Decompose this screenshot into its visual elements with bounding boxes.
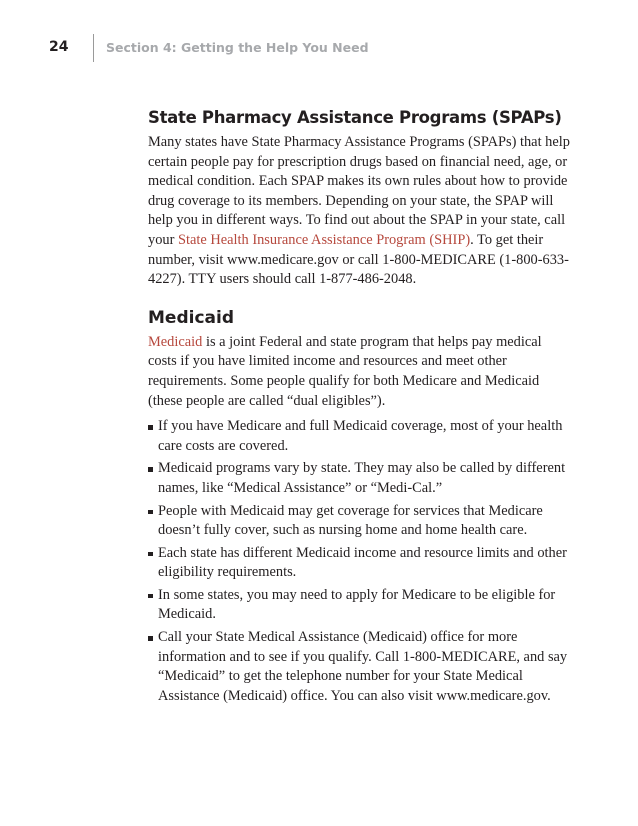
ship-link[interactable]: State Health Insurance Assistance Program (SHIP) [177,231,471,248]
medicaid-link[interactable]: Medicaid [148,333,203,350]
spap-heading: State Pharmacy Assistance Programs (SPAPs) [148,108,562,127]
list-item-text: Medicaid programs vary by state. They may also be called by different names, like “Medical Assistance” or “Medi-Cal.” [158,460,566,496]
page-number: 24 [49,39,69,55]
bullet-icon [148,425,153,430]
bullet-icon [148,594,153,599]
medicaid-intro [148,333,573,411]
list-item-text: People with Medicaid may get coverage for services that Medicare doesn’t fully cover, such as nursing home and home health care. [158,502,543,539]
list-item [148,628,573,706]
page-header [0,34,638,64]
list-item-text: Each state has different Medicaid income and resource limits and other eligibility requirements. [158,544,567,581]
list-item-text: In some states, you may need to apply for Medicare to be eligible for Medicaid. [158,586,556,623]
medicaid-heading: Medicaid [148,307,234,328]
bullet-icon [148,636,153,641]
spap-text-after-link: . To get their number, visit www.medicare.gov or call 1-800-MEDICARE (1-800-633-4227). TTY users should call 1-877-486-2048. [148,231,569,288]
spap-section [148,106,573,290]
bullet-icon [148,467,153,472]
list-item [148,502,573,541]
list-item [148,417,573,456]
bullet-icon [148,552,153,557]
medicaid-bullet-list [148,417,573,706]
medicaid-section [148,306,573,707]
list-item-text: If you have Medicare and full Medicaid coverage, most of your health care costs are covered. [158,418,563,454]
spap-paragraph [148,133,573,290]
header-divider [93,34,94,62]
list-item [148,459,573,498]
main-content [148,106,573,709]
list-item [148,586,573,625]
list-item [148,544,573,583]
medicaid-intro-text: is a joint Federal and state program that helps pay medical costs if you have limited income and resources and meet other requirements. Some people qualify for both Medicare and Medicaid (these people are called “dual eligibles”). [148,333,542,409]
spap-text-before-link: Many states have State Pharmacy Assistance Programs (SPAPs) that help certain people pay for prescription drugs based on financial need, age, or medical condition. Each SPAP makes its own rules about how to provide drug coverage to its members. Depending on your state, the SPAP will help you in different ways. To find out about the SPAP in your state, call your [148,134,570,248]
list-item-text: Call your State Medical Assistance (Medicaid) office for more information and to see if you qualify. Call 1-800-MEDICARE, and say “Medicaid” to get the telephone number for your State Medical Assistance (Medicaid) office. You can also visit www.medicare.gov. [158,629,568,704]
section-title: Section 4: Getting the Help You Need [106,40,369,55]
bullet-icon [148,510,153,515]
